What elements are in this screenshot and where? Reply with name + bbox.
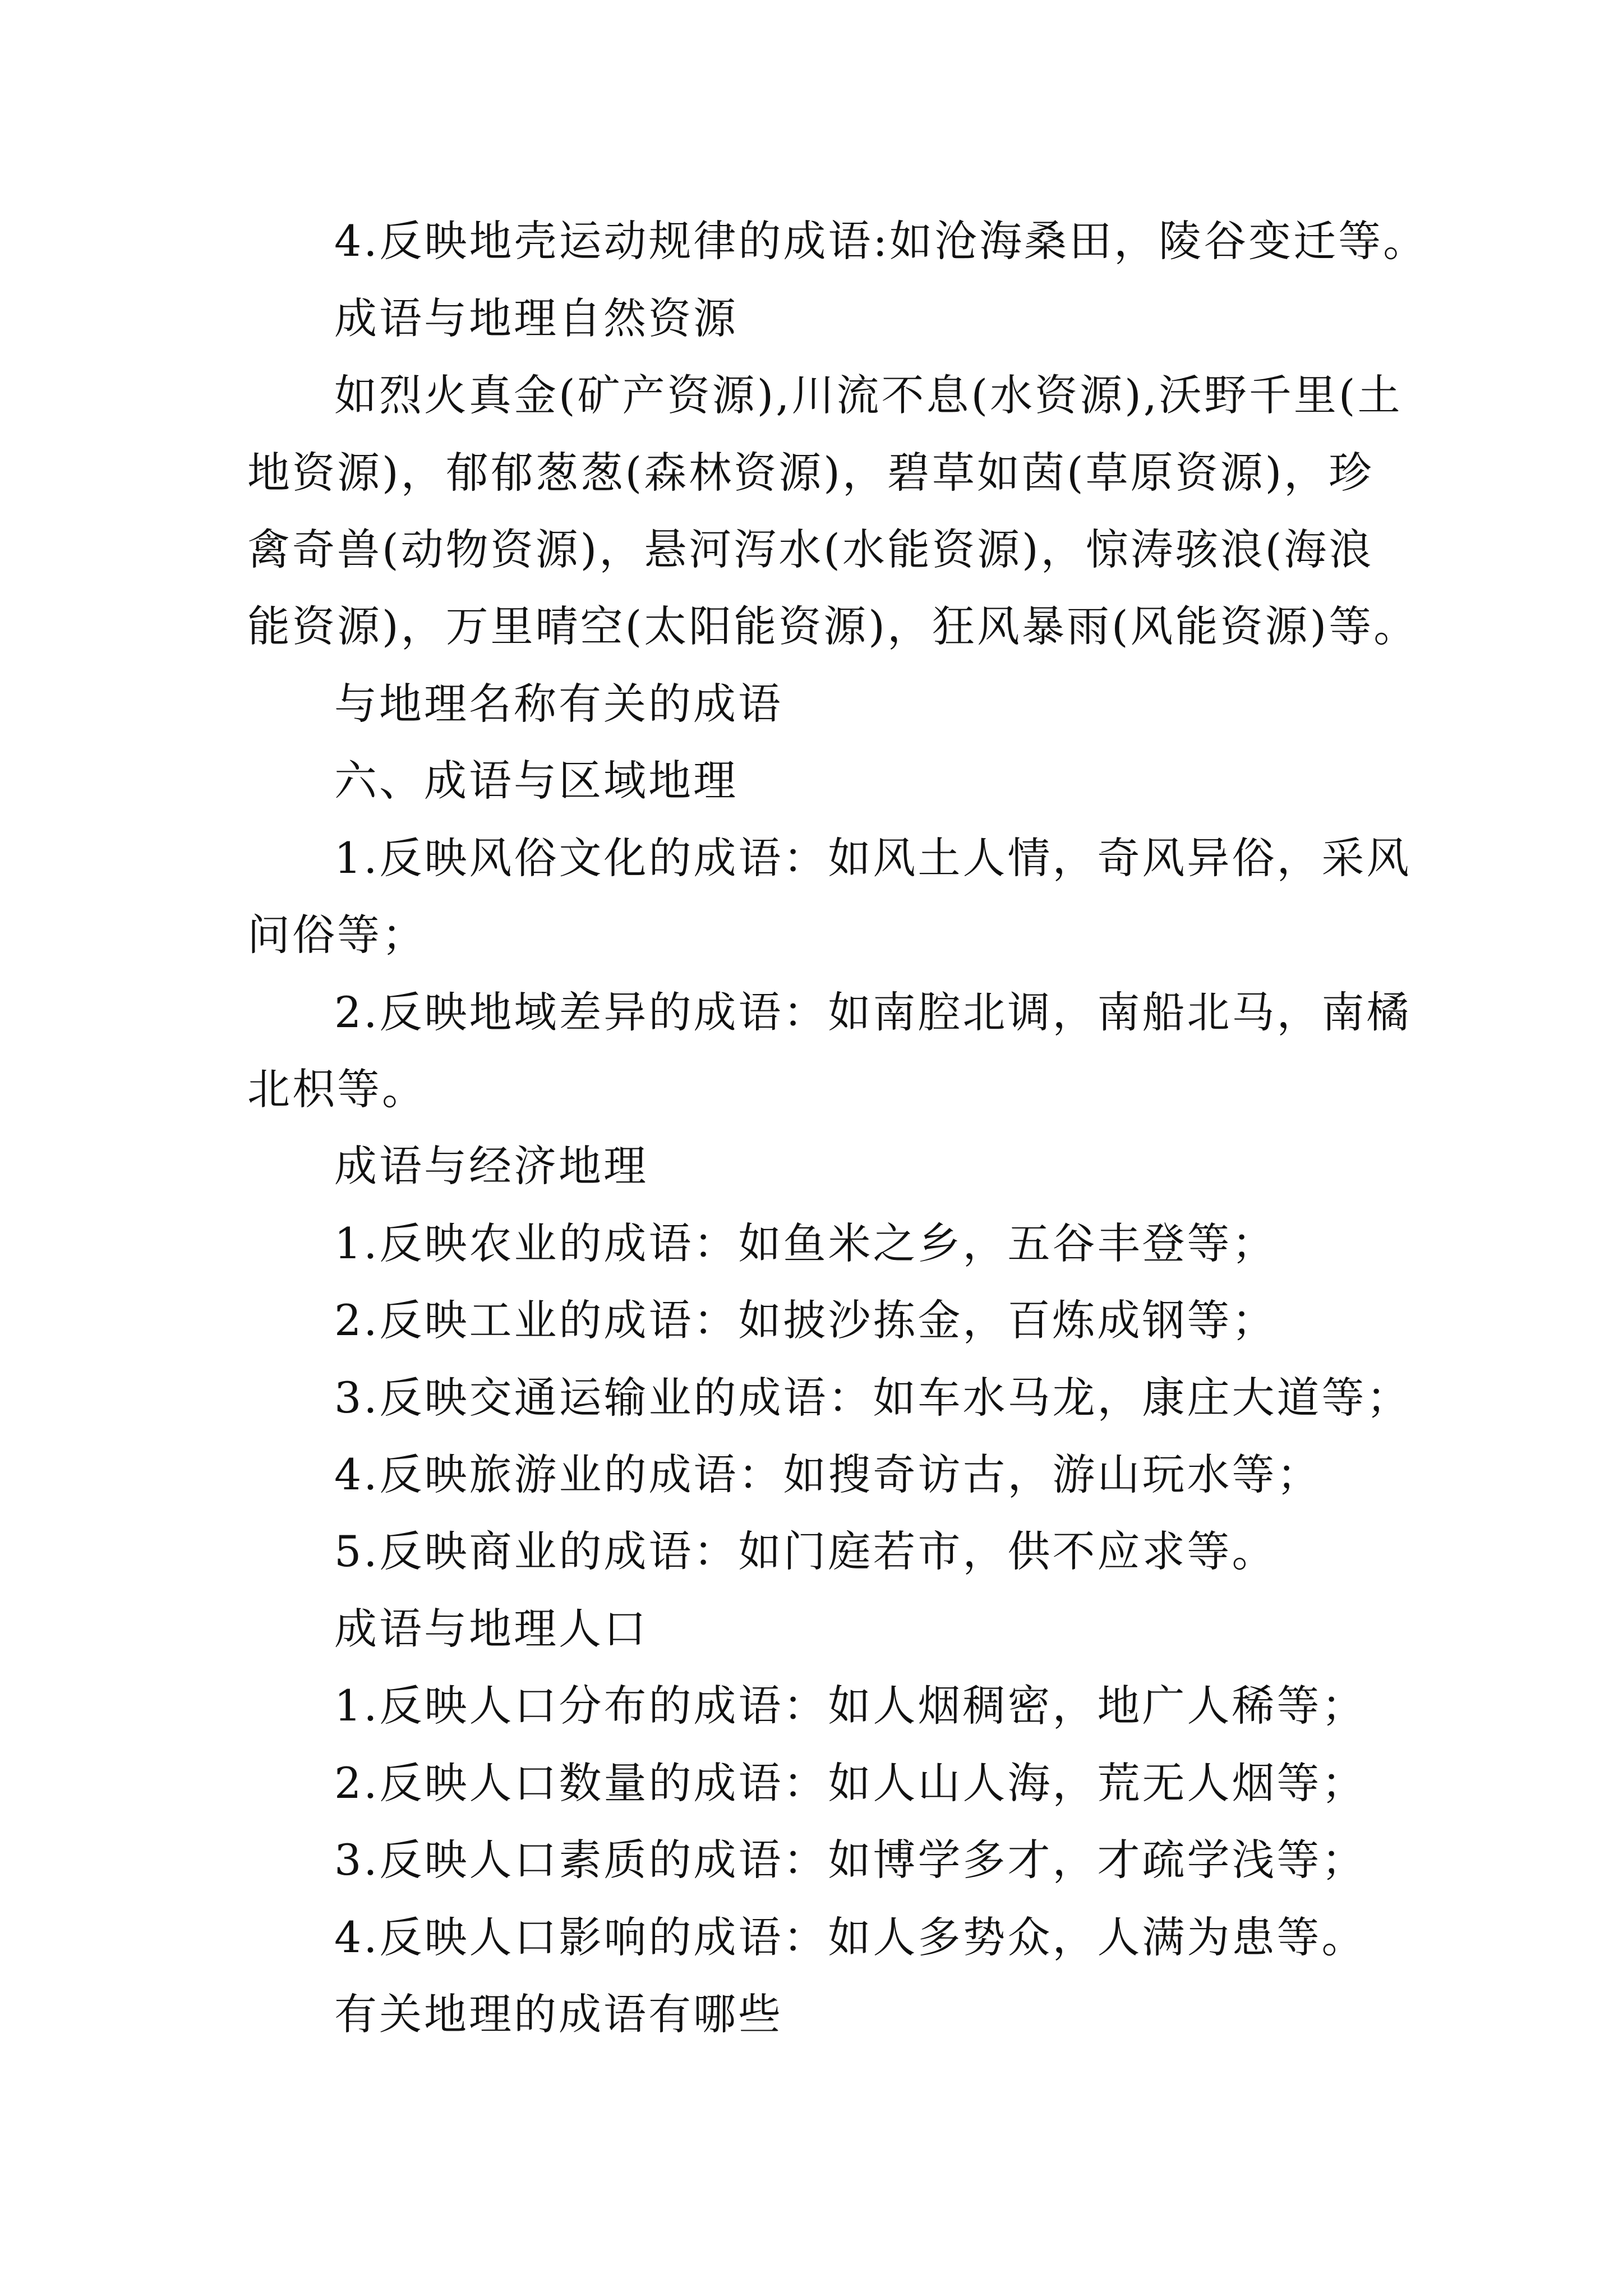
- text-line: 禽奇兽(动物资源)，悬河泻水(水能资源)，惊涛骇浪(海浪: [247, 524, 1374, 574]
- text-line: 北枳等。: [247, 1064, 427, 1114]
- section-heading: 与地理名称有关的成语: [334, 679, 783, 729]
- text-line: 地资源)，郁郁葱葱(森林资源)，碧草如茵(草原资源)，珍: [247, 448, 1374, 498]
- section-heading: 有关地理的成语有哪些: [334, 1989, 783, 2039]
- text-line: 2.反映工业的成语：如披沙拣金，百炼成钢等；: [334, 1295, 1277, 1345]
- section-heading: 成语与地理自然资源: [334, 293, 738, 343]
- text-line: 如烈火真金(矿产资源),川流不息(水资源),沃野千里(土: [334, 370, 1403, 420]
- section-heading: 六、成语与区域地理: [334, 756, 738, 806]
- text-line: 能资源)，万里晴空(太阳能资源)，狂风暴雨(风能资源)等。: [247, 601, 1419, 651]
- text-line: 5.反映商业的成语：如门庭若市，供不应求等。: [334, 1526, 1277, 1576]
- text-line: 1.反映风俗文化的成语：如风土人情，奇风异俗，采风: [334, 833, 1412, 883]
- section-heading: 成语与经济地理: [334, 1141, 648, 1191]
- text-line: 4.反映人口影响的成语：如人多势众，人满为患等。: [334, 1912, 1367, 1962]
- text-line: 1.反映人口分布的成语：如人烟稠密，地广人稀等；: [334, 1681, 1367, 1731]
- text-line: 2.反映地域差异的成语：如南腔北调，南船北马，南橘: [334, 987, 1412, 1037]
- text-line: 4.反映地壳运动规律的成语:如沧海桑田，陵谷变迁等。: [334, 216, 1428, 266]
- text-line: 3.反映人口素质的成语：如博学多才，才疏学浅等；: [334, 1835, 1367, 1885]
- text-line: 4.反映旅游业的成语：如搜奇访古，游山玩水等；: [334, 1450, 1322, 1499]
- section-heading: 成语与地理人口: [334, 1604, 648, 1654]
- text-line: 1.反映农业的成语：如鱼米之乡，五谷丰登等；: [334, 1218, 1277, 1268]
- text-line: 3.反映交通运输业的成语：如车水马龙，康庄大道等；: [334, 1373, 1412, 1423]
- text-line: 问俗等；: [247, 910, 427, 960]
- text-line: 2.反映人口数量的成语：如人山人海，荒无人烟等；: [334, 1758, 1367, 1808]
